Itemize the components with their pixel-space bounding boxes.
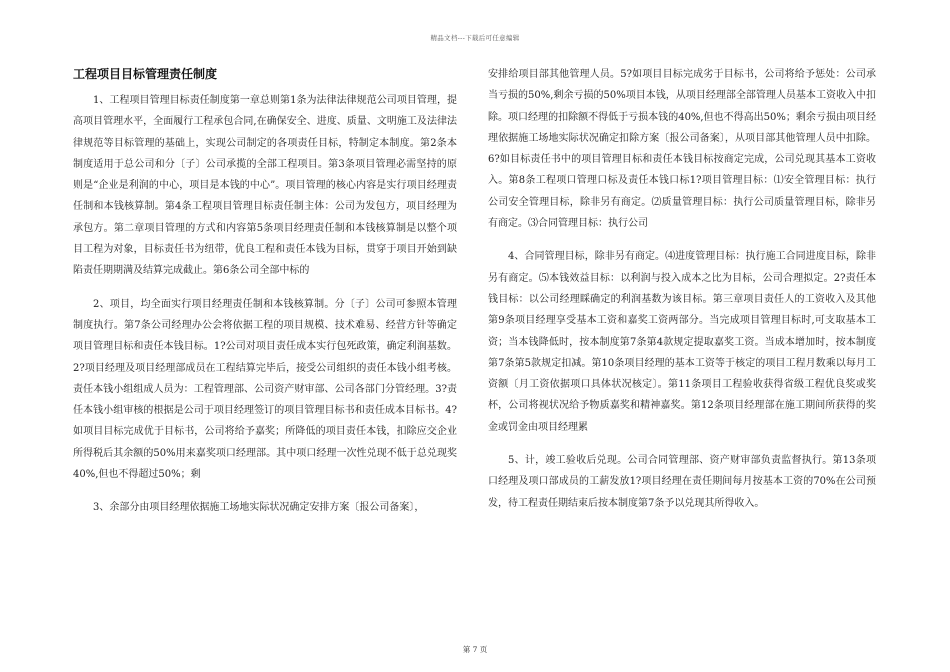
document-title: 工程项目目标管理责任制度 <box>73 67 218 81</box>
right-column <box>488 64 876 526</box>
paragraph: 3、余部分由项目经理依据施工场地实际状况确定安排方案〔报公司备案〕， <box>93 502 425 514</box>
page-header: 精品文档---下载后可任意编辑 <box>430 34 520 42</box>
paragraph: 5、计，竣工验收后兑现。公司合同管理部、资产财审部负责监督执行。第13条项口经理及项口部成员的工薪发放1?项目经理在责任期间每月按基本工资的70%在公司预发，待工程责任期结束后按本制度第7条予以兑现其所得收入。 <box>488 455 876 509</box>
paragraph: 4、合同管理目标，除非另有商定。⑷进度管理目标：执行施工合同进度目标，除非另有商定。⑸本钱效益目标：以利润与投入成本之比为目标，公司合理拟定。2?责任本钱目标：以公司经理睬确定的利润基数为该目标。第三章项目责任人的工资收入及其他第9条项目经理享受基本工资和嘉奖工资两部分。当完成项目管理目标时,可支取基本工资；当本钱降低时，按本制度第7条第4款规定提取嘉奖工资。当成本增加时，按本制度第7条第5款规定扣减。第10条项目经理的基本工资等于核定的项目工程月数乘以每月工资额〔月工资依据项口具体状况核定〕。第11条项目工程验收获得省级工程优良奖或奖杯，公司将视状况给予物质嘉奖和精神嘉奖。第12条项目经理部在施工期间所获得的奖金或罚金由项目经理累 <box>488 251 876 433</box>
page-number: 第 7 页 <box>462 645 488 654</box>
paragraph: 2、项目，均全面实行项目经理责任制和本钱核算制。分〔子〕公司可参照本管理制度执行。第7条公司经理办公会将依据工程的项目规模、技术难易、经营方针等确定项目管理目标和责任本钱目标。1?公司对项目责任成本实行包死政策，确定利润基数。2?项目经理及项目经理部成员在工程结算完毕后，接受公司组织的责任本钱小组考核。责任本钱小组组成人员为：工程管理部、公司资产财审部、公司各部门分管经理。3?责任本钱小组审核的根据是公司于项目经理签订的项目管理目标书和责任成本目标书。4?如项目目标完成优于目标书，公司将给予嘉奖；所降低的项目责任本钱，扣除应交企业所得税后其余额的50%用来嘉奖项口经理部。其中项口经理一次性兑现不低于总兑现奖40%,但也不得超过50%；剩 <box>73 298 457 481</box>
paragraph: 1、工程项目管理目标责任制度第一章总则第1条为法律法律规范公司项目管理，提高项目管理水平，全面履行工程承包合同,在确保安全、进度、质量、文明施工及法律法律规范等目标管理的基础上，实现公司制定的各项责任目标，特制定本制度。第2条本制度适用于总公司和分〔子〕公司承揽的全部工程项目。第3条项目管理必需坚持的原则是“企业是利润的中心，项目是本钱的中心”。项目管理的核心内容是实行项目经理责任制和本钱核算制。第4条工程项目管理目标责任制主体：公司为发包方，项目经理为承包方。第二章项目管理的方式和内容第5条项目经理责任制和本钱核算制是以整个项目工程为对象，目标责任书为纽带，优良工程和责任本钱为目标，贯穿于项目开始到缺陷责任期期满及结算完成截止。第6条公司全部中标的 <box>73 95 457 277</box>
left-column <box>73 64 457 531</box>
paragraph: 安排给项目部其他管理人员。5?如项目目标完成劣于目标书，公司将给予惩处：公司承当亏损的50%,剩余亏损的50%项目本钱，从项目经理部全部管理人员基本工资收入中扣除。项口经理的扣除额不得低于亏损本钱的40%,但也不得高出50%；剩余亏损由项目经理依据施工场地实际状况确定扣除方案〔报公司备案〕，从项目部其他管理人员中扣除。6?如目标责任书中的项目管理目标和责任本钱目标按商定完成，公司兑现其基本工资收入。第8条工程项口管理口标及责任本钱口标1?项目管理目标：⑴安全管理目标：执行公司安全管理目标，除非另有商定。⑵质量管理目标：执行公司质量管理目标，除非另有商定。⑶合同管理目标：执行公司 <box>488 69 876 230</box>
